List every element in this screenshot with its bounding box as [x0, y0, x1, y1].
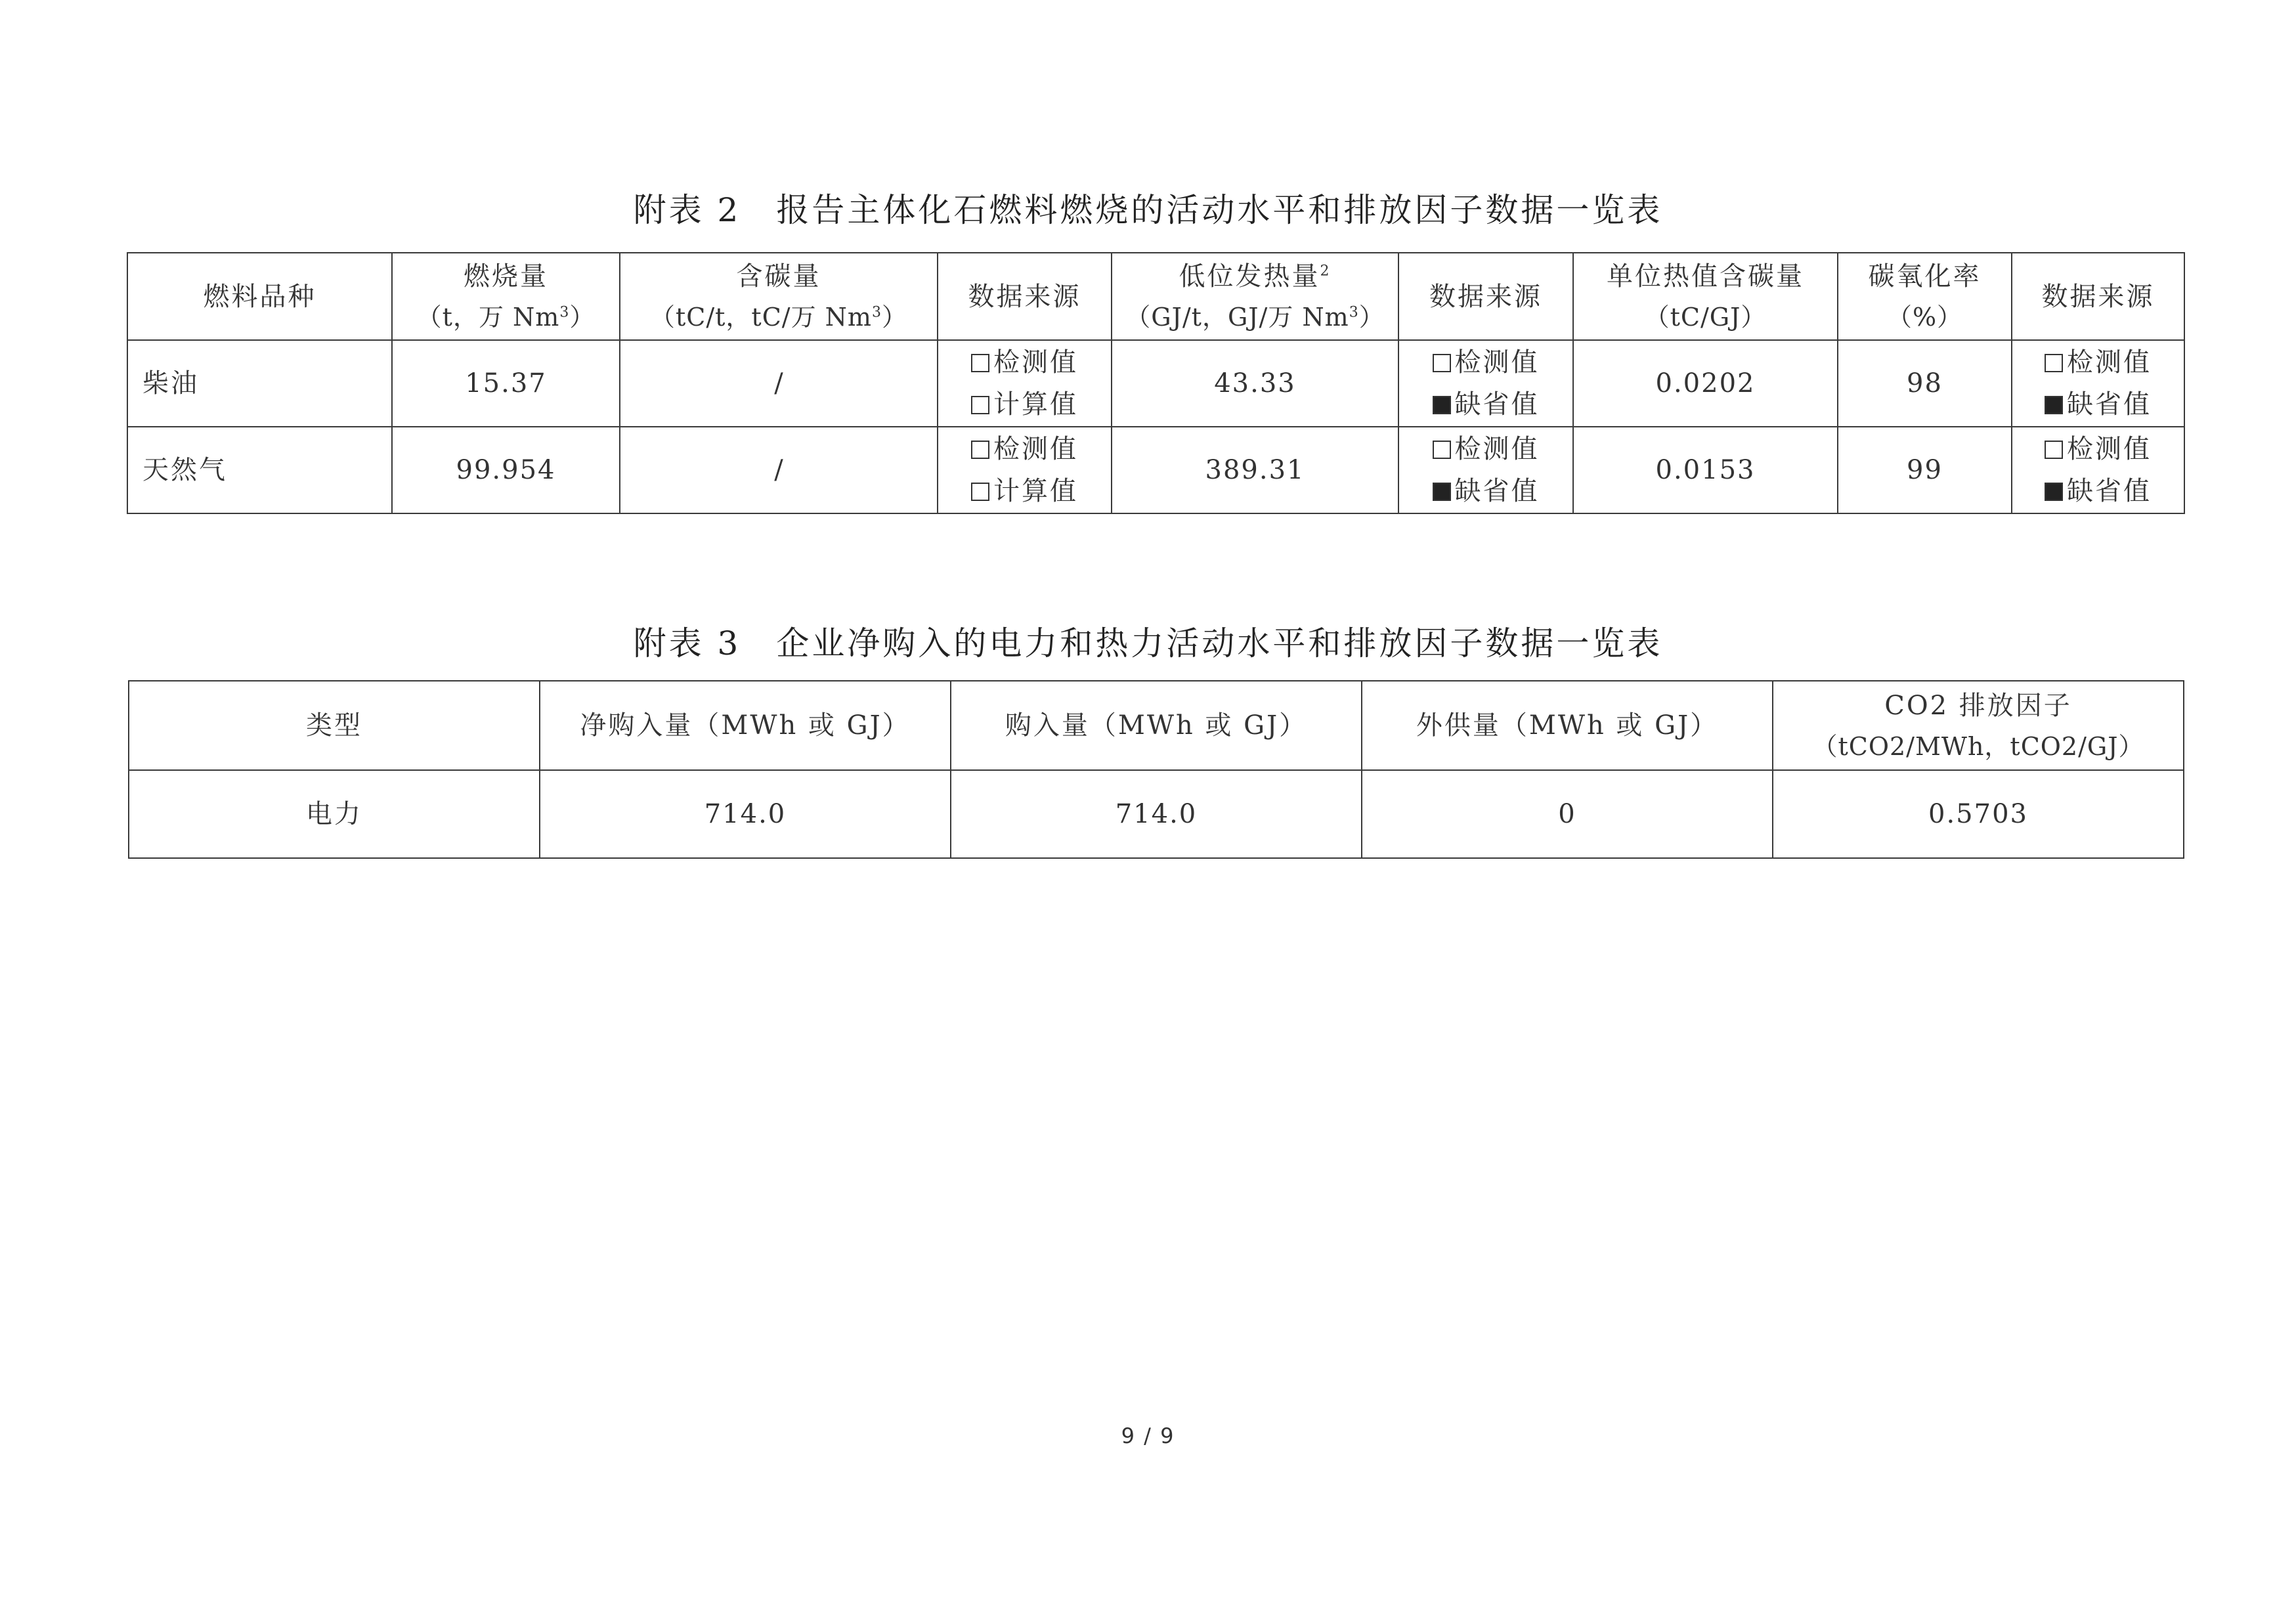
carbon-per-heat: 0.0202 — [1573, 340, 1838, 427]
table-row — [127, 427, 2184, 513]
checkbox-icon — [2045, 483, 2063, 501]
carbon-per-heat: 0.0153 — [1573, 427, 1838, 513]
header-data-source: 数据来源 — [2012, 253, 2184, 340]
combustion-amount: 15.37 — [392, 340, 620, 427]
checkbox-icon — [971, 396, 989, 414]
option-calculated[interactable]: 计算值 — [938, 470, 1111, 512]
carbon-content: / — [620, 427, 938, 513]
data-source-options — [938, 427, 1112, 513]
option-measured[interactable]: 检测值 — [1399, 341, 1572, 383]
table3-caption: 附表 3 企业净购入的电力和热力活动水平和排放因子数据一览表 — [633, 624, 1663, 662]
option-default[interactable]: 缺省值 — [2012, 383, 2184, 425]
net-calorific-value: 389.31 — [1112, 427, 1398, 513]
checkbox-icon — [2045, 354, 2063, 372]
option-calculated[interactable]: 计算值 — [938, 383, 1111, 425]
checkbox-icon — [2045, 396, 2063, 414]
table2-caption: 附表 2 报告主体化石燃料燃烧的活动水平和排放因子数据一览表 — [633, 191, 1663, 229]
data-source-options — [1398, 340, 1573, 427]
data-source-options — [2012, 340, 2184, 427]
fossil-fuel-table — [127, 252, 2185, 514]
header-combustion-amount: 燃烧量 （t，万 Nm$^3$） — [392, 253, 620, 340]
energy-type: 电力 — [129, 770, 540, 858]
carbon-content: / — [620, 340, 938, 427]
supplied-value: 0 — [1362, 770, 1773, 858]
header-co2-factor: CO2 排放因子 （tCO2/MWh，tCO2/GJ） — [1773, 681, 2184, 770]
data-source-options — [938, 340, 1112, 427]
checkbox-icon — [971, 483, 989, 501]
option-default[interactable]: 缺省值 — [1399, 383, 1572, 425]
page-number: 9 / 9 — [1121, 1423, 1175, 1448]
co2-factor-value: 0.5703 — [1773, 770, 2184, 858]
table-header-row — [129, 681, 2184, 770]
header-data-source: 数据来源 — [938, 253, 1112, 340]
purchased-value: 714.0 — [951, 770, 1362, 858]
header-data-source: 数据来源 — [1398, 253, 1573, 340]
option-measured[interactable]: 检测值 — [938, 428, 1111, 470]
option-default[interactable]: 缺省值 — [1399, 470, 1572, 512]
checkbox-icon — [1433, 354, 1451, 372]
header-purchased: 购入量（MWh 或 GJ） — [951, 681, 1362, 770]
header-carbon-per-heat: 单位热值含碳量 （tC/GJ） — [1573, 253, 1838, 340]
oxidation-rate: 98 — [1838, 340, 2012, 427]
fuel-name: 柴油 — [127, 340, 392, 427]
header-net-purchased: 净购入量（MWh 或 GJ） — [540, 681, 951, 770]
header-type: 类型 — [129, 681, 540, 770]
checkbox-icon — [971, 441, 989, 459]
table-header-row — [127, 253, 2184, 340]
table-row — [127, 340, 2184, 427]
net-purchased-value: 714.0 — [540, 770, 951, 858]
checkbox-icon — [2045, 441, 2063, 459]
checkbox-icon — [1433, 483, 1451, 501]
header-oxidation-rate: 碳氧化率 （%） — [1838, 253, 2012, 340]
table-row — [129, 770, 2184, 858]
option-measured[interactable]: 检测值 — [2012, 428, 2184, 470]
option-measured[interactable]: 检测值 — [2012, 341, 2184, 383]
data-source-options — [1398, 427, 1573, 513]
purchased-energy-table — [128, 680, 2184, 859]
net-calorific-value: 43.33 — [1112, 340, 1398, 427]
header-net-calorific-value: 低位发热量$^2$ （GJ/t，GJ/万 Nm$^3$） — [1112, 253, 1398, 340]
checkbox-icon — [1433, 396, 1451, 414]
header-fuel-type: 燃料品种 — [127, 253, 392, 340]
data-source-options — [2012, 427, 2184, 513]
option-default[interactable]: 缺省值 — [2012, 470, 2184, 512]
header-carbon-content: 含碳量 （tC/t，tC/万 Nm$^3$） — [620, 253, 938, 340]
option-measured[interactable]: 检测值 — [938, 341, 1111, 383]
combustion-amount: 99.954 — [392, 427, 620, 513]
checkbox-icon — [1433, 441, 1451, 459]
header-supplied: 外供量（MWh 或 GJ） — [1362, 681, 1773, 770]
checkbox-icon — [971, 354, 989, 372]
oxidation-rate: 99 — [1838, 427, 2012, 513]
fuel-name: 天然气 — [127, 427, 392, 513]
option-measured[interactable]: 检测值 — [1399, 428, 1572, 470]
